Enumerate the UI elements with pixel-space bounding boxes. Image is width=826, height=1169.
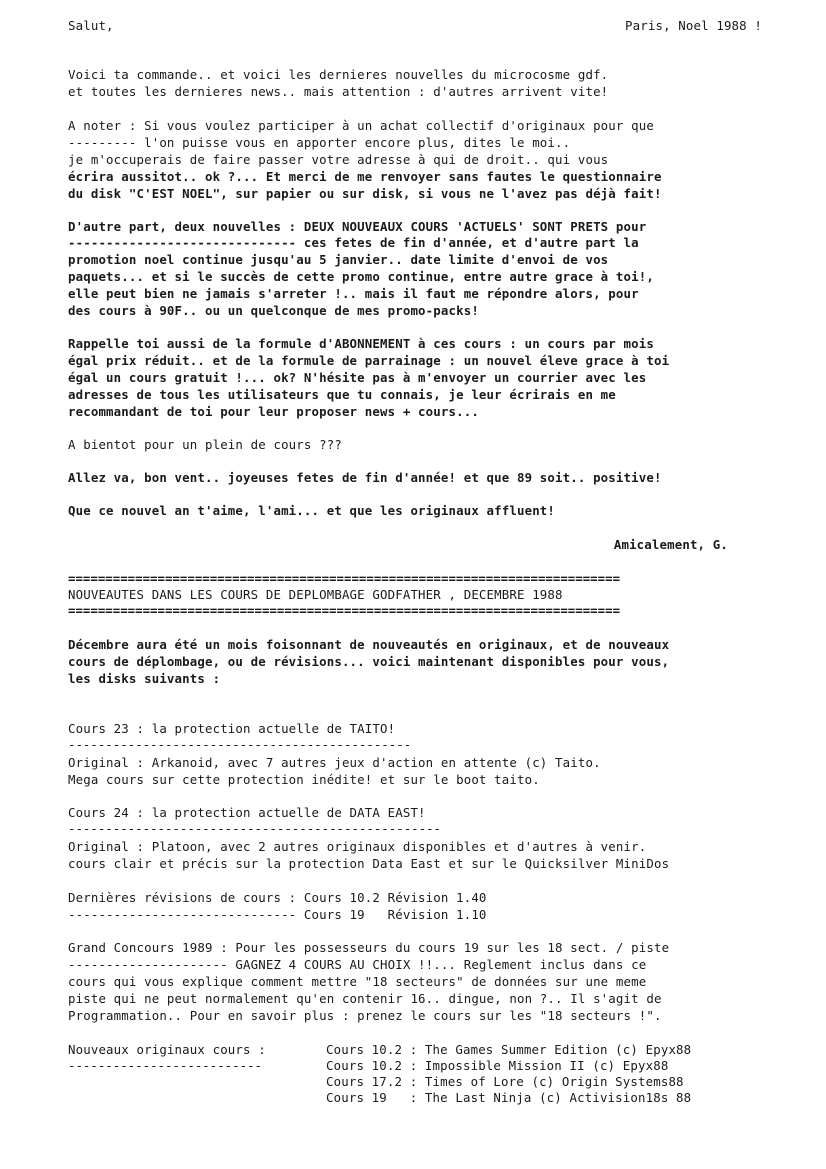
p3-line-5: elle peut bien ne jamais s'arreter !.. mais il faut me répondre alors, pour xyxy=(68,286,639,301)
originaux-item-1: Cours 10.2 : The Games Summer Edition (c) Epyx88 xyxy=(326,1042,692,1057)
originaux-item-4: Cours 19 : The Last Ninja (c) Activision18s 88 xyxy=(326,1090,692,1105)
newsletter-title: NOUVEAUTES DANS LES COURS DE DEPLOMBAGE GODFATHER , DECEMBRE 1988 xyxy=(68,587,563,602)
p3-line-4: paquets... et si le succès de cette promo continue, entre autre grace à toi!, xyxy=(68,269,654,284)
p2-line-4: écrira aussitot.. ok ?... Et merci de me renvoyer sans fautes le questionnaire xyxy=(68,169,662,184)
header-rule-bottom: ========================================================================== xyxy=(68,603,621,618)
p4-line-1: Rappelle toi aussi de la formule d'ABONNEMENT à ces cours : un cours par mois xyxy=(68,336,654,351)
p3-line-6: des cours à 90F.. ou un quelconque de mes promo-packs! xyxy=(68,303,479,318)
p2-line-5: du disk "C'EST NOEL", sur papier ou sur disk, si vous ne l'avez pas déjà fait! xyxy=(68,186,662,201)
originaux-label: Nouveaux originaux cours : xyxy=(68,1042,266,1057)
p4-line-5: recommandant de toi pour leur proposer news + cours... xyxy=(68,404,479,419)
concours-line-3: cours qui vous explique comment mettre "18 secteurs" de données sur une meme xyxy=(68,974,647,989)
cours23-desc-1: Original : Arkanoid, avec 7 autres jeux d'action en attente (c) Taito. xyxy=(68,755,601,770)
originaux-item-2: Cours 10.2 : Impossible Mission II (c) Epyx88 xyxy=(326,1058,669,1073)
intro-line-1: Décembre aura été un mois foisonnant de nouveautés en originaux, et de nouveaux xyxy=(68,637,670,652)
originaux-item-3: Cours 17.2 : Times of Lore (c) Origin Systems88 xyxy=(326,1074,684,1089)
greeting: Salut, xyxy=(68,18,114,33)
p7-line: Que ce nouvel an t'aime, l'ami... et que les originaux affluent! xyxy=(68,503,556,518)
p2-line-2: --------- l'on puisse vous en apporter encore plus, dites le moi.. xyxy=(68,135,571,150)
p1-line-1: Voici ta commande.. et voici les dernieres nouvelles du microcosme gdf. xyxy=(68,67,609,82)
cours23-rule: ---------------------------------------------- xyxy=(68,737,412,752)
p4-line-3: égal un cours gratuit !... ok? N'hésite pas à m'envoyer un courrier avec les xyxy=(68,370,647,385)
concours-line-5: Programmation.. Pour en savoir plus : prenez le cours sur les "18 secteurs !". xyxy=(68,1008,662,1023)
concours-line-4: piste qui ne peut normalement qu'en contenir 16.. dingue, non ?.. Il s'agit de xyxy=(68,991,662,1006)
cours23-title: Cours 23 : la protection actuelle de TAITO! xyxy=(68,721,396,736)
p5-line: A bientot pour un plein de cours ??? xyxy=(68,437,342,452)
p2-line-1: A noter : Si vous voulez participer à un achat collectif d'originaux pour que xyxy=(68,118,654,133)
revisions-line-2: ------------------------------ Cours 19 Révision 1.10 xyxy=(68,907,487,922)
place-date: Paris, Noel 1988 ! xyxy=(625,18,762,33)
concours-line-2: --------------------- GAGNEZ 4 COURS AU CHOIX !!... Reglement inclus dans ce xyxy=(68,957,647,972)
cours24-title: Cours 24 : la protection actuelle de DATA EAST! xyxy=(68,805,426,820)
header-rule-top: ========================================================================== xyxy=(68,571,621,586)
p4-line-4: adresses de tous les utilisateurs que tu connais, je leur écrirais en me xyxy=(68,387,616,402)
concours-line-1: Grand Concours 1989 : Pour les possesseurs du cours 19 sur les 18 sect. / piste xyxy=(68,940,670,955)
intro-line-3: les disks suivants : xyxy=(68,671,221,686)
originaux-rule: -------------------------- xyxy=(68,1058,262,1073)
p3-line-2: ------------------------------ ces fetes de fin d'année, et d'autre part la xyxy=(68,235,639,250)
revisions-line-1: Dernières révisions de cours : Cours 10.2 Révision 1.40 xyxy=(68,890,487,905)
p3-line-3: promotion noel continue jusqu'au 5 janvier.. date limite d'envoi de vos xyxy=(68,252,609,267)
p3-line-1: D'autre part, deux nouvelles : DEUX NOUVEAUX COURS 'ACTUELS' SONT PRETS pour xyxy=(68,219,647,234)
p4-line-2: égal prix réduit.. et de la formule de parrainage : un nouvel éleve grace à toi xyxy=(68,353,670,368)
cours24-rule: -------------------------------------------------- xyxy=(68,821,441,836)
p1-line-2: et toutes les dernieres news.. mais attention : d'autres arrivent vite! xyxy=(68,84,609,99)
cours24-desc-2: cours clair et précis sur la protection Data East et sur le Quicksilver MiniDos xyxy=(68,856,670,871)
cours24-desc-1: Original : Platoon, avec 2 autres originaux disponibles et d'autres à venir. xyxy=(68,839,647,854)
p2-line-3: je m'occuperais de faire passer votre adresse à qui de droit.. qui vous xyxy=(68,152,609,167)
intro-line-2: cours de déplombage, ou de révisions... voici maintenant disponibles pour vous, xyxy=(68,654,670,669)
signature: Amicalement, G. xyxy=(613,537,728,552)
cours23-desc-2: Mega cours sur cette protection inédite! et sur le boot taito. xyxy=(68,772,540,787)
p6-line: Allez va, bon vent.. joyeuses fetes de fin d'année! et que 89 soit.. positive! xyxy=(68,470,662,485)
